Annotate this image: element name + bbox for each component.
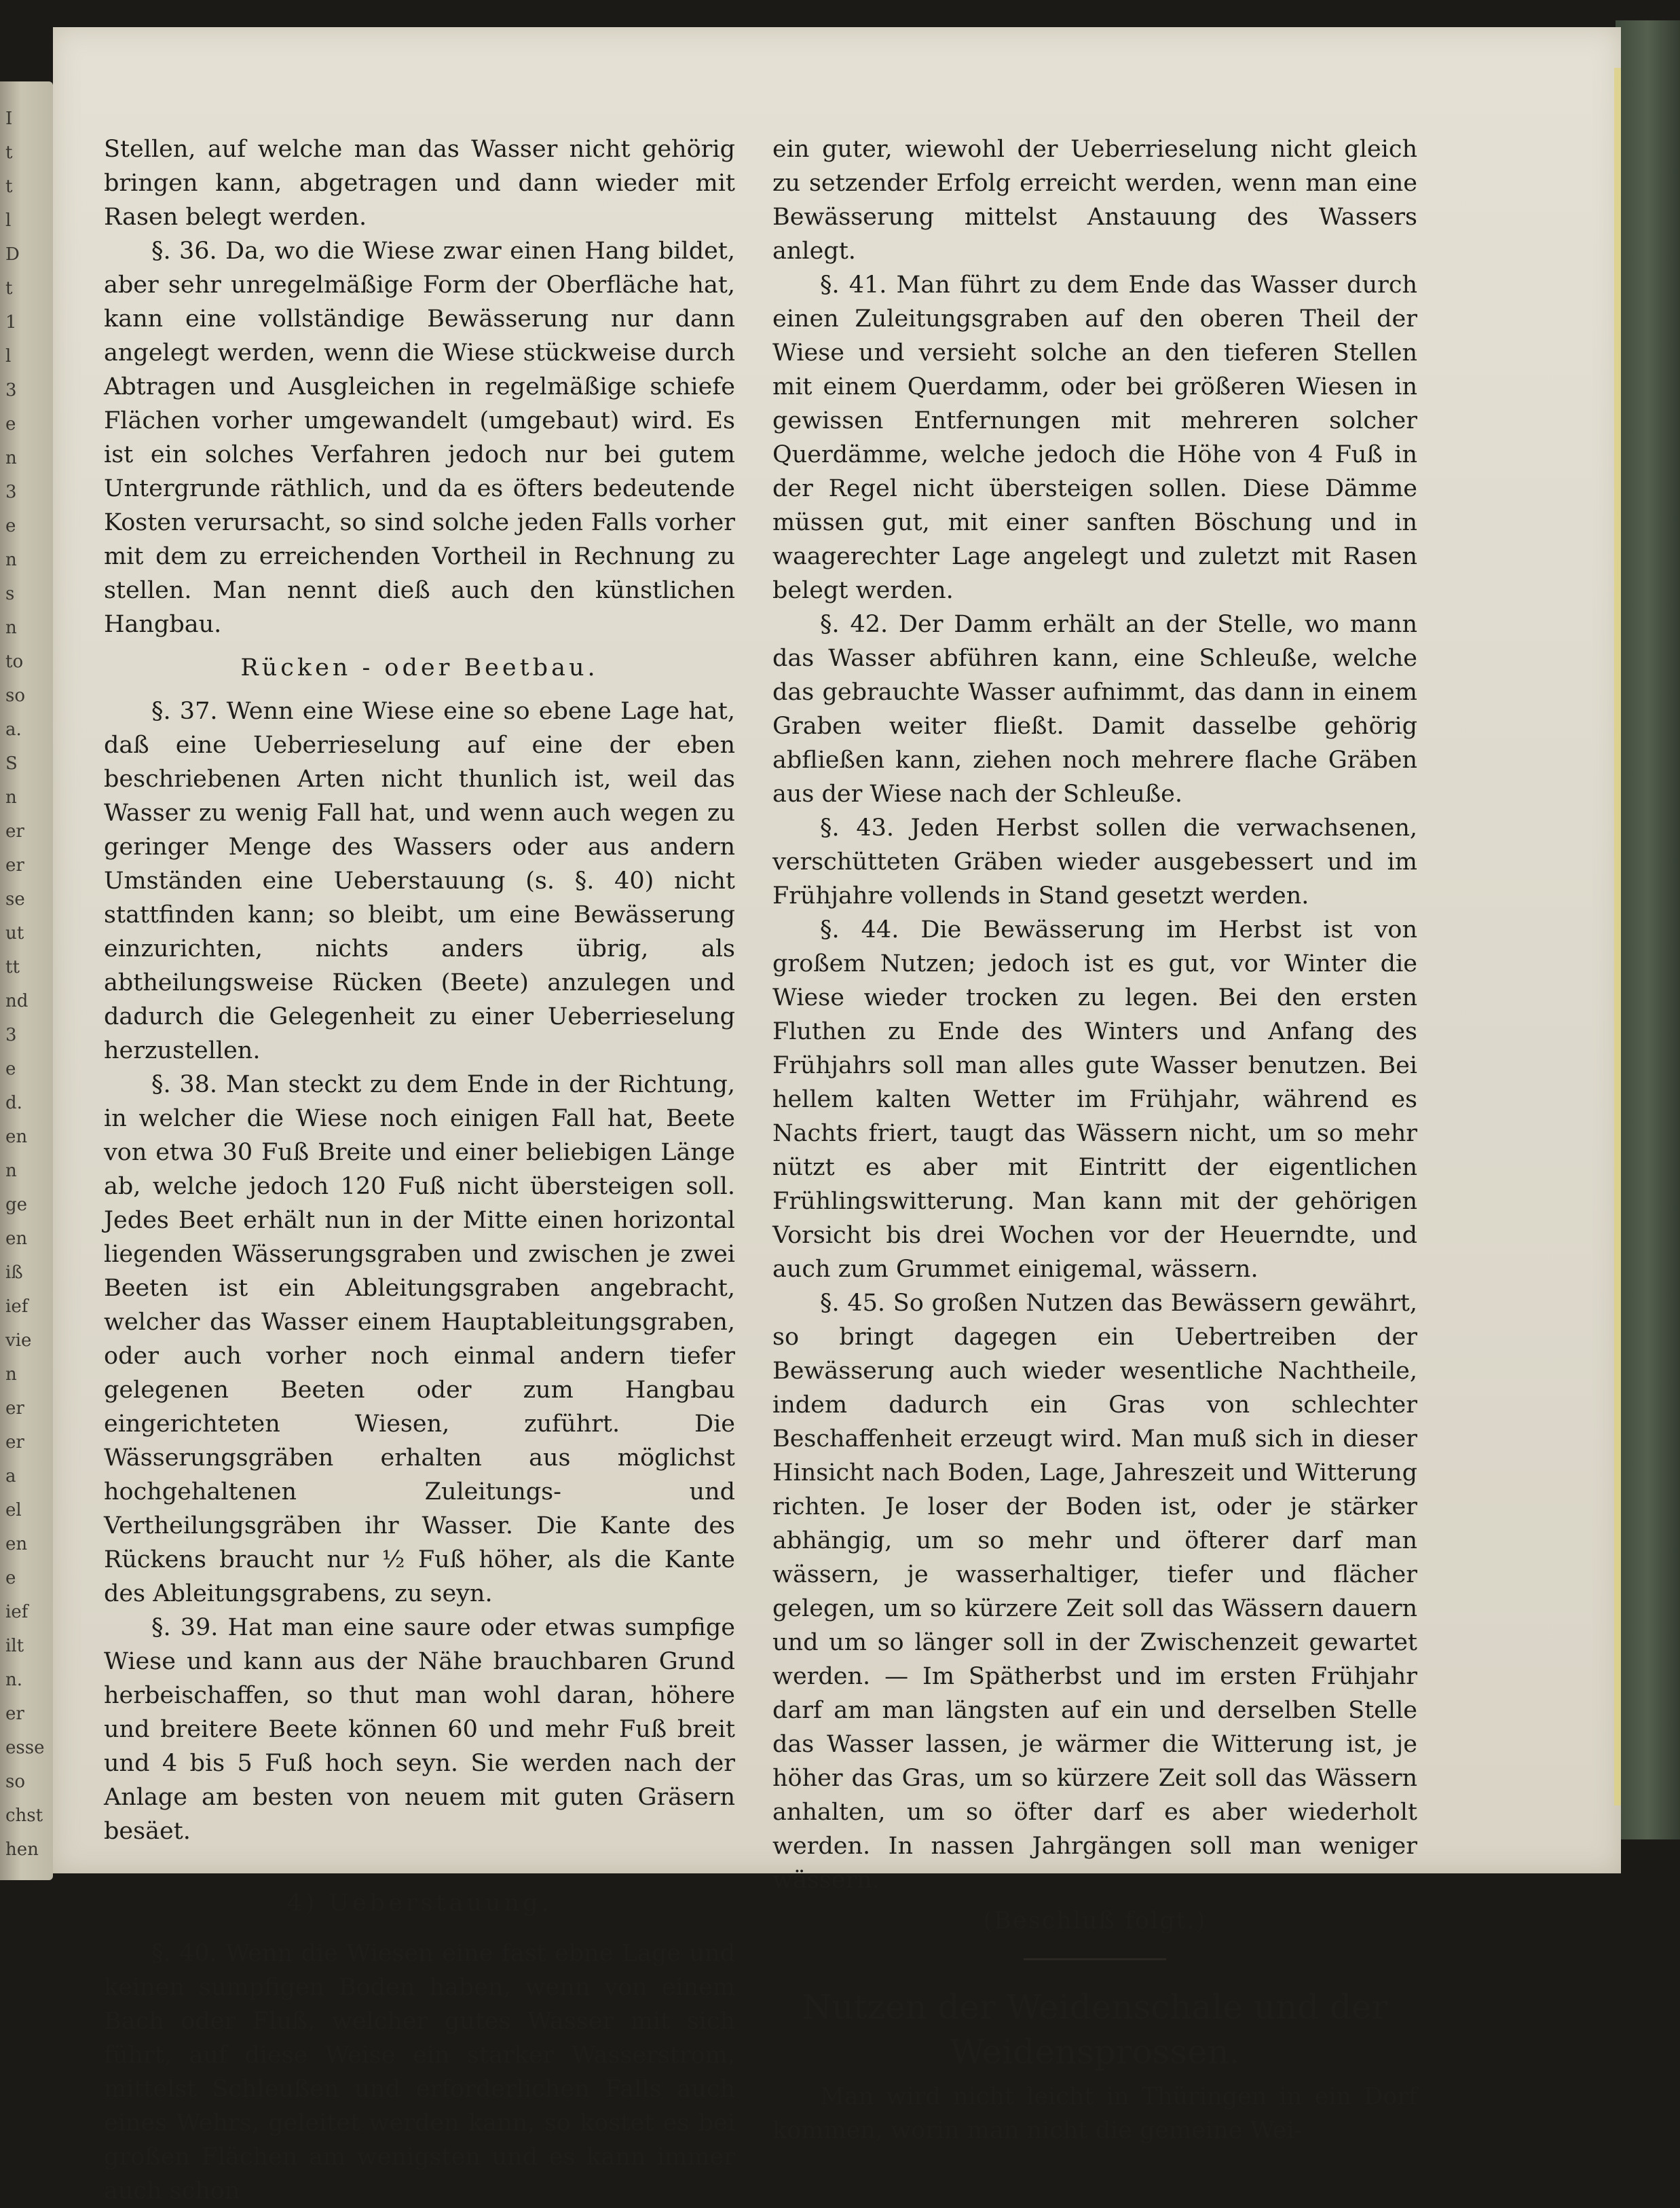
left-column: [104, 132, 735, 2208]
adjacent-page-fragment: n: [5, 1161, 17, 1181]
adjacent-page-fragment: nd: [5, 991, 29, 1011]
adjacent-page-fragment: a.: [5, 719, 22, 740]
adjacent-page-fragment: iß: [5, 1262, 23, 1283]
book-cover-edge: [1616, 20, 1680, 1839]
adjacent-page-fragment: 3: [5, 380, 17, 400]
adjacent-page-fragment: t: [5, 176, 13, 197]
paragraph-40: §. 40. Wenn die Wiesen eine fast ebne Lage und keinen sumpfigen Boden haben, wenn von einem Bach oder Fluß, welcher gutes Wasser mit sich führt, auf diese Weise ein starker Wasserstrom, mittelst Schleußen und erforderlichen Falls auch eines Wehrs, geleitet werden kann, so kostet es bei großen Flächen am wenigsten und es kann immer auch schon: [104, 1940, 735, 2205]
adjacent-page-fragment: ilt: [5, 1636, 24, 1656]
adjacent-page-fragment: n: [5, 550, 17, 570]
section-divider: [1024, 1958, 1166, 1960]
adjacent-page-fragment: D: [5, 244, 20, 265]
paragraph-37: §. 37. Wenn eine Wiese eine so ebene Lage hat, daß eine Ueberrieselung auf eine der eben beschriebenen Arten nicht thunlich ist, weil das Wasser zu wenig Fall hat, und wenn auch wegen zu geringer Menge des Wassers oder aus andern Umständen eine Ueberstauung (s. §. 40) nicht stattfinden kann; so bleibt, um eine Bewässerung einzurichten, nichts anders übrig, als abtheilungsweise Rücken (Beete) anzulegen und dadurch die Gelegenheit zu einer Ueberrieselung herzustellen.: [104, 698, 735, 1064]
paragraph-39: §. 39. Hat man eine saure oder etwas sumpfige Wiese und kann aus der Nähe brauchbaren Grund herbeischaffen, so thut man wohl daran, höhere und breitere Beete können 60 und mehr Fuß breit und 4 bis 5 Fuß hoch seyn. Sie werden nach der Anlage am besten von neuem mit guten Gräsern besäet.: [104, 1614, 735, 1845]
adjacent-page-fragment: n: [5, 618, 17, 638]
paragraph-42: §. 42. Der Damm erhält an der Stelle, wo mann das Wasser abführen kann, eine Schleuße, welche das gebrauchte Wasser aufnimmt, das dann in einem Graben weiter fließt. Damit dasselbe gehörig abfließen kann, ziehen noch mehrere flache Gräben aus der Wiese nach der Schleuße.: [772, 611, 1417, 808]
adjacent-page-fragment: t: [5, 143, 13, 163]
adjacent-page-fragment: hen: [5, 1839, 39, 1860]
adjacent-page-fragment: el: [5, 1500, 22, 1520]
adjacent-page-fragment: vie: [5, 1330, 32, 1351]
adjacent-page-fragment: so: [5, 1772, 25, 1792]
adjacent-page-fragment: t: [5, 278, 13, 299]
adjacent-page-fragment: 3: [5, 482, 17, 502]
adjacent-page-fragment: n: [5, 787, 17, 808]
adjacent-page-fragment: d.: [5, 1093, 22, 1113]
adjacent-page-fragment: se: [5, 889, 25, 910]
adjacent-page-fragment: chst: [5, 1805, 43, 1826]
adjacent-page-edge: [0, 81, 53, 1880]
adjacent-page-fragment: e: [5, 1568, 16, 1588]
adjacent-page-fragment: s: [5, 584, 15, 604]
paragraph-continuation: Stellen, auf welche man das Wasser nicht gehörig bringen kann, abgetragen und dann wieder mit Rasen belegt werden.: [104, 136, 735, 231]
adjacent-page-fragment: e: [5, 1059, 16, 1079]
paragraph-38: §. 38. Man steckt zu dem Ende in der Richtung, in welcher die Wiese noch einigen Fall hat, Beete von etwa 30 Fuß Breite und einer beliebigen Länge ab, welche jedoch 120 Fuß nicht übersteigen soll. Jedes Beet erhält nun in der Mitte einen horizontal liegenden Wässerungsgraben und zwischen je zwei Beeten ist ein Ableitungsgraben angebracht, welcher das Wasser einem Hauptableitungsgraben, oder auch vorher noch einmal andern tiefer gelegenen Beeten oder zum Hangbau eingerichteten Wiesen, zuführt. Die Wässerungsgräben erhalten aus möglichst hochgehaltenen Zuleitungs- und Vertheilungsgräben ihr Wasser. Die Kante des Rückens braucht nur ½ Fuß höher, als die Kante des Ableitungsgrabens, zu seyn.: [104, 1071, 735, 1607]
adjacent-page-fragment: e: [5, 516, 16, 536]
adjacent-page-fragment: S: [5, 753, 18, 774]
article-paragraph-1: Man wird nicht leicht in Thüringen in ein Dorf kommen, worin man nicht die gemeine Wei-: [772, 2083, 1417, 2144]
adjacent-page-fragment: e: [5, 414, 16, 434]
right-column: [772, 132, 1417, 2148]
paragraph-45: §. 45. So großen Nutzen das Bewässern gewährt, so bringt dagegen ein Uebertreiben der Bewässerung auch wieder wesentliche Nachtheile, indem dadurch ein Gras von schlechter Beschaffenheit erzeugt wird. Man muß sich in dieser Hinsicht nach Boden, Lage, Jahreszeit und Witterung richten. Je loser der Boden ist, oder je stärker abhängig, um so mehr und öfterer darf man wässern, je wasserhaltiger, tiefer und flächer gelegen, um so kürzere Zeit soll das Wässern dauern und um so länger soll in der Zwischenzeit gewartet werden. — Im Spätherbst und im ersten Frühjahr darf am man längsten auf ein und derselben Stelle das Wasser lassen, je wärmer die Witterung ist, je höher das Gras, um so kürzere Zeit soll das Wässern anhalten, um so öfter darf es aber wiederholt werden. In nassen Jahrgängen soll man weniger wässern.: [772, 1290, 1417, 1894]
adjacent-page-fragment: n: [5, 1364, 17, 1385]
paragraph-41: §. 41. Man führt zu dem Ende das Wasser durch einen Zuleitungsgraben auf den oberen Theil der Wiese und versieht solche an den tieferen Stellen mit einem Querdamm, oder bei größeren Wiesen in gewissen Entfernungen mit mehreren solcher Querdämme, welche jedoch die Höhe von 4 Fuß in der Regel nicht übersteigen sollen. Diese Dämme müssen gut, mit einer sanften Böschung und in waagerechter Lage angelegt und zuletzt mit Rasen belegt werden.: [772, 272, 1417, 604]
adjacent-page-fragment: tt: [5, 957, 20, 977]
paragraph-43: §. 43. Jeden Herbst sollen die verwachsenen, verschütteten Gräben wieder ausgebessert und im Frühjahre vollends in Stand gesetzt werden.: [772, 815, 1417, 910]
paragraph-continuation: ein guter, wiewohl der Ueberrieselung nicht gleich zu setzender Erfolg erreicht werden, wenn man eine Bewässerung mittelst Anstauung des Wassers anlegt.: [772, 136, 1417, 265]
adjacent-page-fragment: n: [5, 448, 17, 468]
adjacent-page-fragment: esse: [5, 1738, 45, 1758]
adjacent-page-fragment: er: [5, 1398, 24, 1419]
adjacent-page-fragment: er: [5, 855, 24, 876]
adjacent-page-fragment: en: [5, 1534, 28, 1554]
adjacent-page-fragment: n.: [5, 1670, 23, 1690]
adjacent-page-fragment: l: [5, 210, 12, 231]
adjacent-page-fragment: ge: [5, 1195, 28, 1215]
adjacent-page-fragment: so: [5, 686, 25, 706]
paragraph-44: §. 44. Die Bewässerung im Herbst ist von großem Nutzen; jedoch ist es gut, vor Winter die Wiese wieder trocken zu legen. Bei den ersten Fluthen zu Ende des Winters und Anfang des Frühjahrs soll man alles gute Wasser benutzen. Bei hellem kalten Wetter im Frühjahr, während es Nachts friert, taugt das Wässern nicht, um so mehr nützt es aber mit Eintritt der eigentlichen Frühlingswitterung. Man kann mit der gehörigen Vorsicht bis drei Wochen vor der Heuerndte, und auch zum Grummet einigemal, wässern.: [772, 916, 1417, 1283]
adjacent-page-fragment: er: [5, 1704, 24, 1724]
continuation-note: (Beschluß folgt.): [983, 1907, 1207, 1934]
adjacent-page-fragment: en: [5, 1127, 28, 1147]
adjacent-page-fragment: en: [5, 1229, 28, 1249]
book-page: [53, 27, 1621, 2205]
article-title: Nutzen der Weidenschale und der Weidensprossen.: [802, 1987, 1388, 2072]
adjacent-page-fragment: ut: [5, 923, 24, 943]
adjacent-page-fragment: er: [5, 821, 24, 842]
adjacent-page-fragment: to: [5, 652, 24, 672]
adjacent-page-fragment: 3: [5, 1025, 17, 1045]
adjacent-page-fragment: a: [5, 1466, 16, 1486]
adjacent-page-fragment: ief: [5, 1602, 29, 1622]
adjacent-page-fragment: 1: [5, 312, 17, 333]
heading-ueberstauung: 4) Ueberstauung.: [286, 1890, 553, 1917]
adjacent-page-fragment: I: [5, 109, 13, 129]
paragraph-36: §. 36. Da, wo die Wiese zwar einen Hang bildet, aber sehr unregelmäßige Form der Oberfläche hat, kann eine vollständige Bewässerung nur dann angelegt werden, wenn die Wiese stückweise durch Abtragen und Ausgleichen in regelmäßige schiefe Flächen vorher umgewandelt (umgebaut) wird. Es ist ein solches Verfahren jedoch nur bei gutem Untergrunde räthlich, und da es öfters bedeutende Kosten verursacht, so sind solche jeden Falls vorher mit dem zu erreichenden Vortheil in Rechnung zu stellen. Man nennt dieß auch den künstlichen Hangbau.: [104, 238, 735, 638]
adjacent-page-fragment: ief: [5, 1296, 29, 1317]
adjacent-page-fragment: er: [5, 1432, 24, 1453]
heading-ruecken-beetbau: Rücken - oder Beetbau.: [240, 654, 599, 681]
adjacent-page-fragment: l: [5, 346, 12, 367]
